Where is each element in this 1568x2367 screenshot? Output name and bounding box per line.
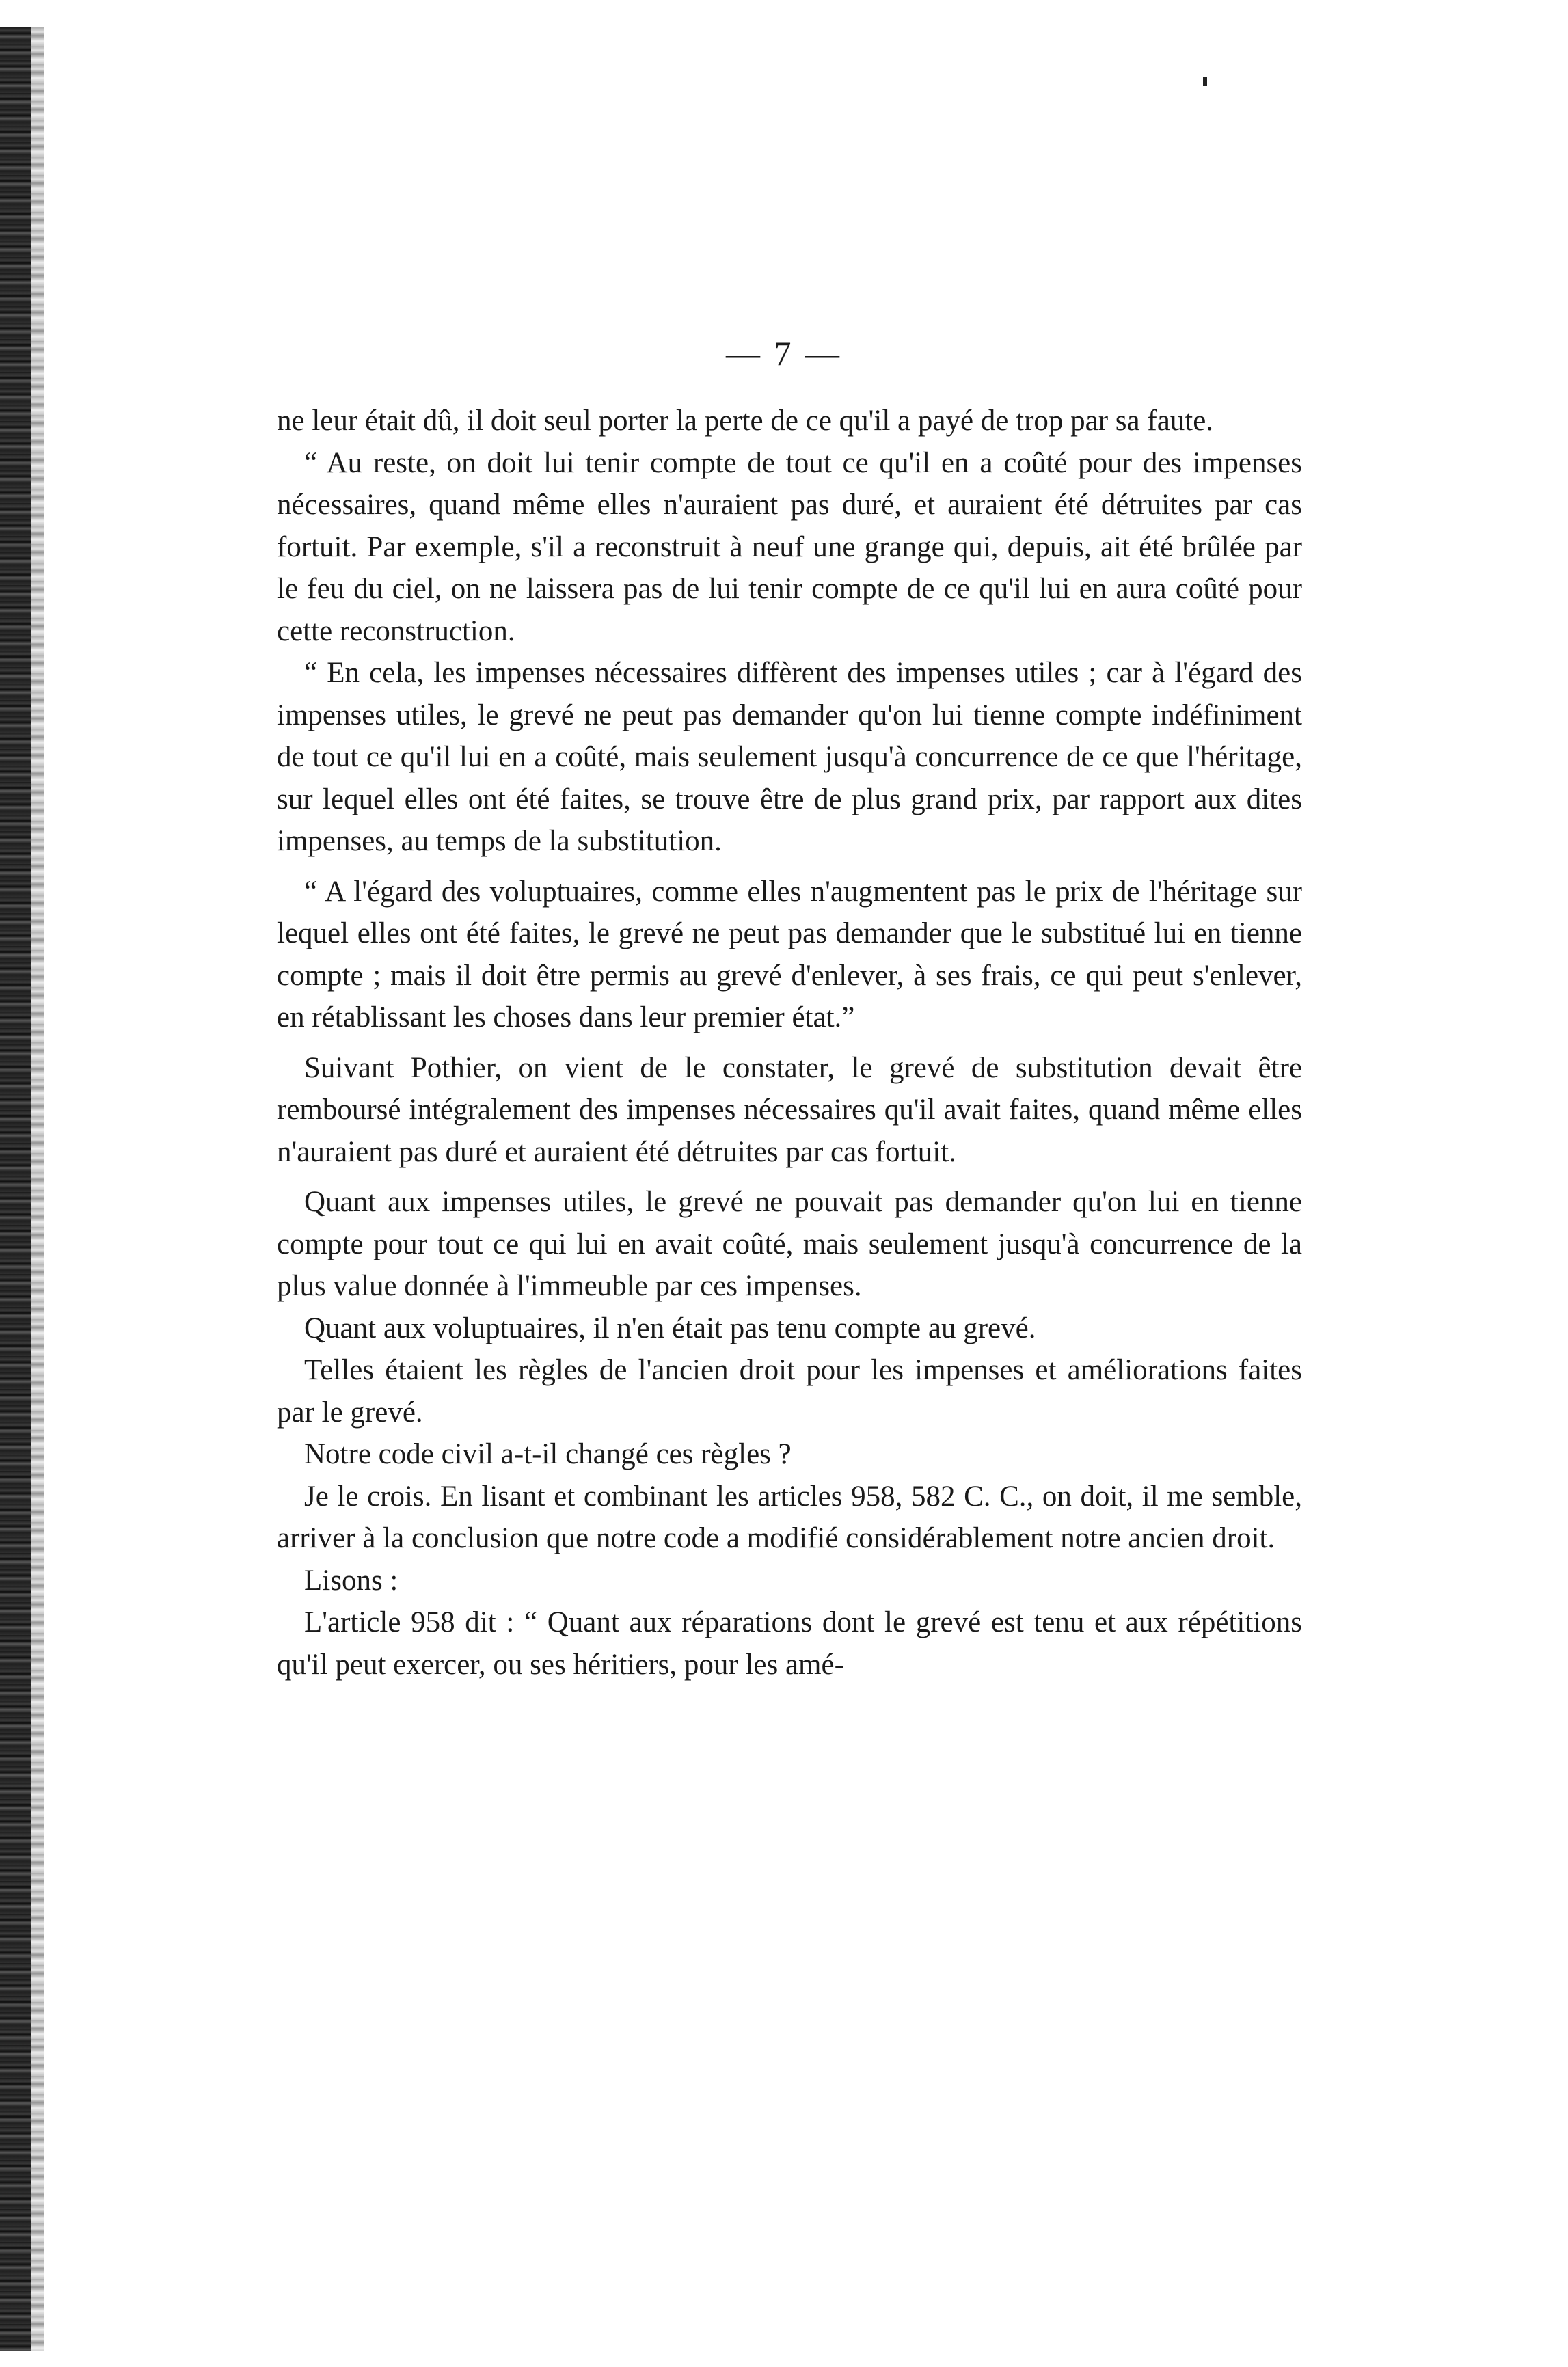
paragraph: L'article 958 dit : “ Quant aux réparations dont le grevé est tenu et aux répétitions qu'il peut exercer, ou ses héritiers, pour les amé- bbox=[277, 1606, 1302, 1681]
paragraph: Suivant Pothier, on vient de le constater, le grevé de substitution devait être remboursé intégralement des impenses nécessaires qu'il avait faites, quand même elles n'auraient pas duré et auraient été détruites par cas fortuit. bbox=[277, 1051, 1302, 1168]
paragraph: Quant aux voluptuaires, il n'en était pas tenu compte au grevé. bbox=[304, 1312, 1036, 1344]
page-number: — 7 — bbox=[726, 334, 842, 373]
paragraph: Lisons : bbox=[304, 1564, 398, 1597]
paragraph: Telles étaient les règles de l'ancien droit pour les impenses et améliorations faites par le grevé. bbox=[277, 1354, 1302, 1429]
paragraph: Notre code civil a-t-il changé ces règles ? bbox=[304, 1438, 792, 1470]
scan-binding-edge bbox=[0, 27, 31, 2351]
scan-shadow bbox=[31, 27, 44, 2351]
paragraph: “ En cela, les impenses nécessaires diffèrent des impenses utiles ; car à l'égard des impenses utiles, le grevé ne peut pas demander qu'on lui tienne compte indéfiniment de tout ce qu'il lui en a coûté, mais seulement jusqu'à concurrence de ce que l'héritage, sur lequel elles ont été faites, se trouve être de plus grand prix, par rapport aux dites impenses, au temps de la substitution. bbox=[277, 657, 1302, 857]
paragraph: “ Au reste, on doit lui tenir compte de tout ce qu'il en a coûté pour des impenses nécessaires, quand même elles n'auraient pas duré, et auraient été détruites par cas fortuit. Par exemple, s'il a reconstruit à neuf une grange qui, depuis, ait été brûlée par le feu du ciel, on ne laissera pas de lui tenir compte de ce qu'il lui en aura coûté pour cette reconstruction. bbox=[277, 446, 1302, 647]
paragraph: Je le crois. En lisant et combinant les articles 958, 582 C. C., on doit, il me semble, arriver à la conclusion que notre code a modifié considérablement notre ancien droit. bbox=[277, 1480, 1302, 1554]
paragraph: ne leur était dû, il doit seul porter la perte de ce qu'il a payé de trop par sa faute. bbox=[277, 405, 1214, 437]
paragraph: Quant aux impenses utiles, le grevé ne pouvait pas demander qu'on lui en tienne compte pour tout ce qui lui en avait coûté, mais seulement jusqu'à concurrence de la plus value donnée à l'immeuble par ces impenses. bbox=[277, 1186, 1302, 1302]
paragraph: “ A l'égard des voluptuaires, comme elles n'augmentent pas le prix de l'héritage sur lequel elles ont été faites, le grevé ne peut pas demander que le substitué lui en tienne compte ; mais il doit être permis au grevé d'enlever, à ses frais, ce qui peut s'enlever, en rétablissant les choses dans leur premier état.” bbox=[277, 875, 1302, 1033]
document-body bbox=[277, 400, 1302, 1686]
scan-speck bbox=[1203, 77, 1207, 86]
